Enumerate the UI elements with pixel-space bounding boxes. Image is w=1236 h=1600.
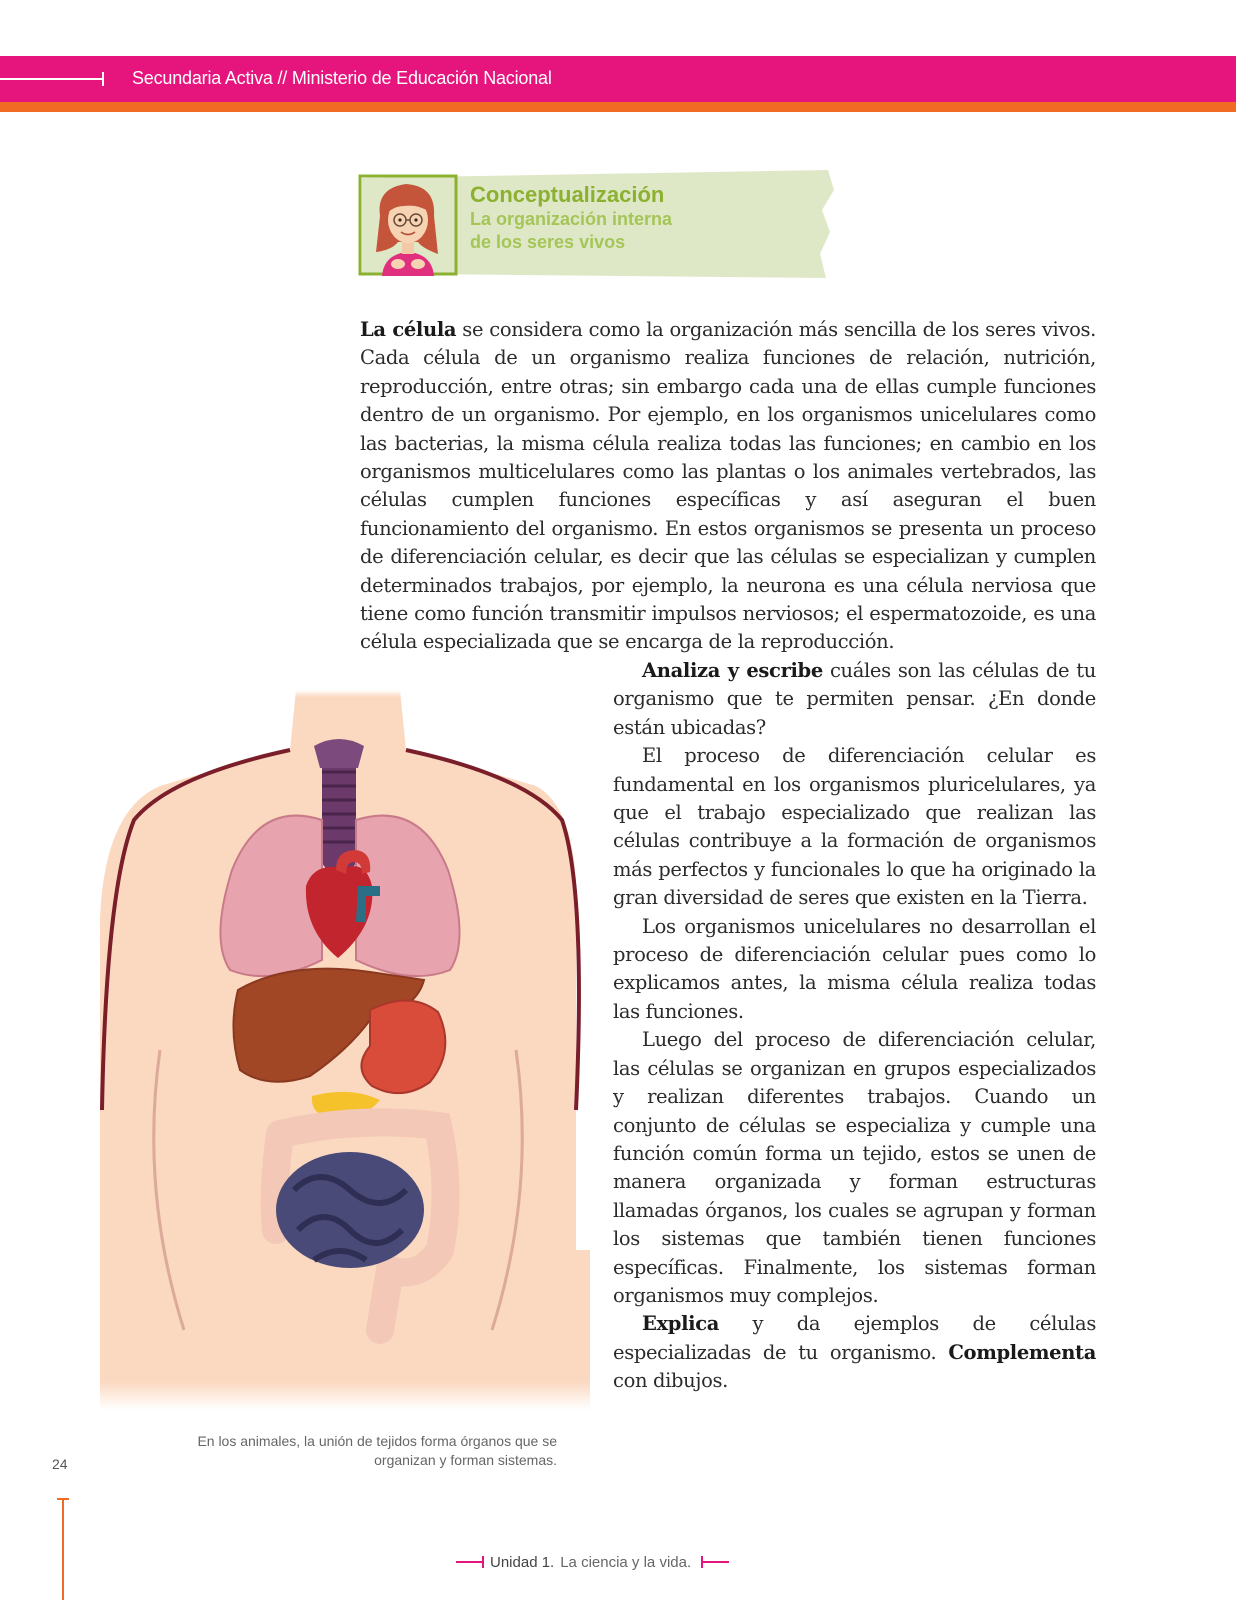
header-rule bbox=[0, 78, 104, 80]
teacher-avatar-icon bbox=[358, 176, 458, 276]
small-intestine-icon bbox=[276, 1152, 424, 1268]
footer-unit-label: Unidad 1. bbox=[490, 1553, 555, 1571]
activity-text-explica: y da ejemplos de células especializadas de tu organismo. bbox=[613, 1312, 1096, 1364]
activity-paragraph-analiza bbox=[613, 657, 1096, 742]
page-number: 24 bbox=[52, 1456, 68, 1472]
intro-text: se considera como la organización más sencilla de los seres vivos. Cada célula de un organismo realiza funciones de relación, nutrición, reproducción, entre otras; sin embargo cada una de ellas cumple funciones dentro de un organismo. Por ejemplo, en los organismos unicelulares como las bacterias, la misma célula realiza todas las funciones; en cambio en los organismos multicelulares como las plantas o los animales vertebrados, las células cumplen funciones específicas y así aseguran el buen funcionamiento del organismo. En estos organismos se presenta un proceso de diferenciación celular, es decir que las células se especializan y cumplen determinados trabajos, por ejemplo, la neurona es una célula nerviosa que tiene como función transmitir impulsos nerviosos; el espermatozoide, es una célula especializada que se encarga de la reproducción. bbox=[360, 318, 1096, 654]
activity-text-analiza: cuáles son las células de tu organismo que te permiten pensar. ¿En donde están ubicadas? bbox=[613, 659, 1096, 739]
figure-caption bbox=[150, 1432, 557, 1470]
intro-paragraph bbox=[360, 316, 1096, 657]
activity-verb-analiza: Analiza y escribe bbox=[642, 659, 823, 682]
intro-bold-term: La célula bbox=[360, 318, 457, 341]
footer bbox=[456, 1552, 729, 1572]
footer-deco-right bbox=[701, 1561, 729, 1563]
body-column bbox=[613, 657, 1096, 1396]
page-side-rule bbox=[62, 1498, 64, 1600]
activity-text-complementa: con dibujos. bbox=[613, 1369, 728, 1393]
figure-caption-line1: En los animales, la unión de tejidos forma órganos que se bbox=[197, 1433, 557, 1449]
body-paragraph-3: Los organismos unicelulares no desarrollan el proceso de diferenciación celular pues como lo explicamos antes, la misma célula realiza todas las funciones. bbox=[613, 914, 1096, 1023]
header-bar bbox=[0, 56, 1236, 102]
header-title: Secundaria Activa // Ministerio de Educación Nacional bbox=[132, 68, 552, 88]
body-paragraph-4: Luego del proceso de diferenciación celular, las células se organizan en grupos especializados y realizan diferentes trabajos. Cuando un conjunto de células se especializa y cumple una función común forma un tejido, estos se unen de manera organizada y forman estructuras llamadas órganos, los cuales se agrupan y forman los sistemas que también tienen funciones específicas. Finalmente, los sistemas forman organismos muy complejos. bbox=[613, 1028, 1096, 1307]
header-rule-tick bbox=[102, 72, 104, 86]
activity-verb-explica: Explica bbox=[642, 1312, 719, 1336]
activity-paragraph-explica bbox=[613, 1310, 1096, 1395]
concept-subtitle-line2: de los seres vivos bbox=[470, 232, 626, 252]
activity-verb-complementa: Complementa bbox=[948, 1340, 1096, 1364]
human-organs-illustration bbox=[100, 690, 590, 1410]
footer-unit-title: La ciencia y la vida. bbox=[560, 1553, 692, 1571]
figure-caption-line2: organizan y forman sistemas. bbox=[374, 1452, 557, 1468]
page-side-rule-tick bbox=[57, 1498, 69, 1500]
header-stripe bbox=[0, 102, 1236, 112]
body-paragraph-2: El proceso de diferenciación celular es fundamental en los organismos pluricelulares, ya que el trabajo especializado que realizan las células contribuye a la formación de organismos más perfectos y funcionales lo que ha originado la gran diversidad de seres que existen en la Tierra. bbox=[613, 744, 1096, 910]
footer-deco-left bbox=[456, 1561, 484, 1563]
concept-title: Conceptualización bbox=[470, 182, 665, 207]
concept-subtitle-line1: La organización interna bbox=[470, 209, 673, 229]
stomach-icon bbox=[361, 1000, 445, 1093]
concept-subtitle bbox=[470, 208, 672, 254]
concept-banner bbox=[358, 170, 838, 280]
